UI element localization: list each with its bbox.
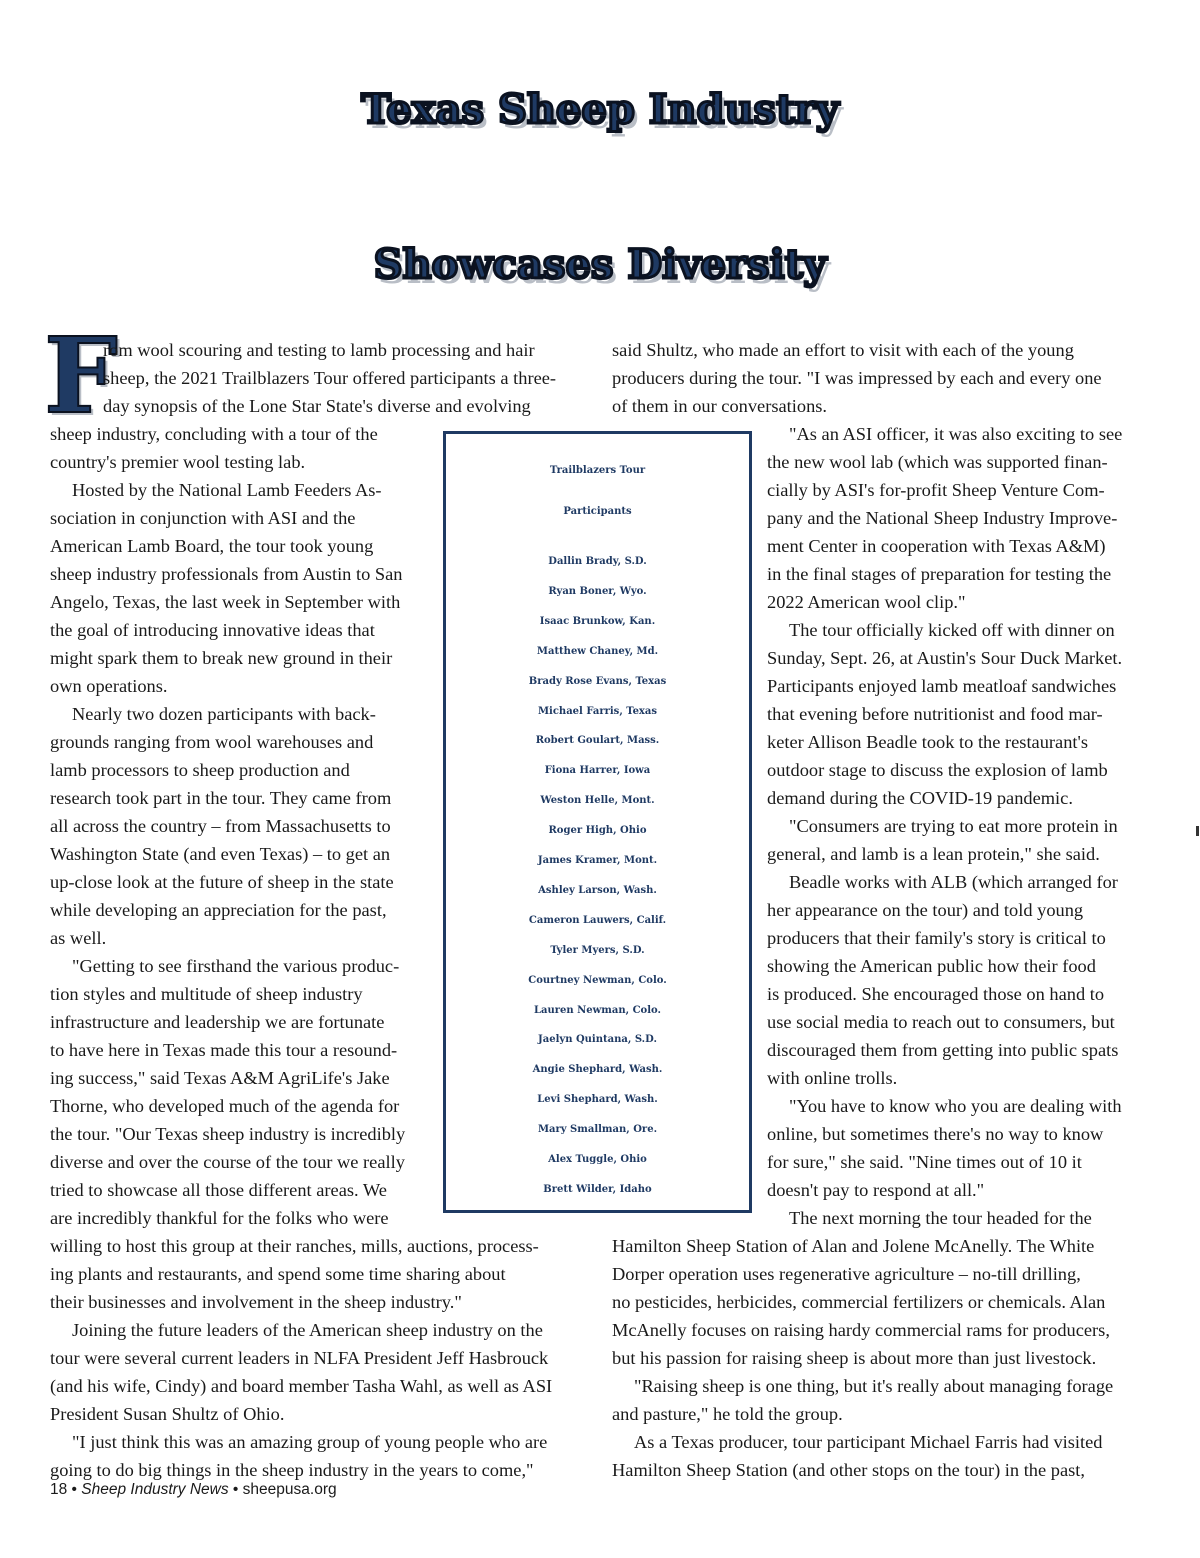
article-line: to have here in Texas made this tour a resound- bbox=[50, 1040, 398, 1060]
participant-item: Fiona Harrer, Iowa bbox=[544, 765, 651, 777]
article-line: "You have to know who you are dealing with bbox=[789, 1096, 1122, 1116]
article-line: McAnelly focuses on raising hardy commercial rams for producers, bbox=[612, 1320, 1110, 1340]
article-line: are incredibly thankful for the folks who were bbox=[50, 1208, 389, 1228]
participant-item: Ashley Larson, Wash. bbox=[538, 884, 657, 896]
article-line: Hosted by the National Lamb Feeders As- bbox=[72, 480, 382, 500]
page-footer: 18 • Sheep Industry News • sheepusa.org bbox=[50, 1481, 337, 1498]
article-line: rom wool scouring and testing to lamb processing and hair bbox=[103, 340, 535, 360]
article-line: demand during the COVID-19 pandemic. bbox=[767, 788, 1073, 808]
participant-item: Jaelyn Quintana, S.D. bbox=[538, 1034, 657, 1046]
article-line: day synopsis of the Lone Star State's diverse and evolving bbox=[103, 396, 531, 416]
article-line: producers that their family's story is critical to bbox=[767, 928, 1106, 948]
article-line: outdoor stage to discuss the explosion of lamb bbox=[767, 760, 1108, 780]
headline-line-2: Showcases Diversity bbox=[373, 241, 827, 288]
article-line: tour were several current leaders in NLFA President Jeff Hasbrouck bbox=[50, 1348, 549, 1368]
publication-name: Sheep Industry News bbox=[81, 1481, 229, 1498]
article-line: and pasture," he told the group. bbox=[612, 1404, 843, 1424]
article-line: Hamilton Sheep Station (and other stops on the tour) in the past, bbox=[612, 1460, 1085, 1480]
article-line: sheep, the 2021 Trailblazers Tour offered participants a three- bbox=[103, 368, 557, 388]
article-line: tried to showcase all those different areas. We bbox=[50, 1180, 387, 1200]
article-line: The next morning the tour headed for the bbox=[789, 1208, 1092, 1228]
article-line: ing success," said Texas A&M AgriLife's Jake bbox=[50, 1068, 390, 1088]
article-line: might spark them to break new ground in their bbox=[50, 648, 393, 668]
article-line: "Raising sheep is one thing, but it's really about managing forage bbox=[634, 1376, 1114, 1396]
article-line: willing to host this group at their ranches, mills, auctions, process- bbox=[50, 1236, 539, 1256]
participant-item: Angie Shephard, Wash. bbox=[532, 1064, 663, 1076]
article-line: sociation in conjunction with ASI and the bbox=[50, 508, 356, 528]
article-line: American Lamb Board, the tour took young bbox=[50, 536, 374, 556]
article-line: that evening before nutritionist and food mar- bbox=[767, 704, 1103, 724]
article-line: research took part in the tour. They came from bbox=[50, 788, 392, 808]
participant-item: James Kramer, Mont. bbox=[537, 855, 658, 866]
article-line: Dorper operation uses regenerative agriculture – no-till drilling, bbox=[612, 1264, 1081, 1284]
sidebar-title-2: Participants bbox=[563, 506, 632, 517]
article-line: as well. bbox=[50, 928, 107, 948]
participant-item: Mary Smallman, Ore. bbox=[537, 1124, 658, 1136]
article-line: infrastructure and leadership we are fortunate bbox=[50, 1012, 385, 1032]
participant-item: Michael Farris, Texas bbox=[537, 705, 658, 717]
drop-cap: F bbox=[44, 314, 118, 437]
article-line: up-close look at the future of sheep in the state bbox=[50, 872, 394, 892]
margin-tick-mark bbox=[1196, 826, 1199, 836]
article-line: "Consumers are trying to eat more protein in bbox=[789, 816, 1118, 836]
participant-item: Cameron Lauwers, Calif. bbox=[528, 914, 667, 926]
participants-sidebar bbox=[443, 431, 752, 1213]
article-line: "Getting to see firsthand the various produc- bbox=[72, 956, 400, 976]
article-line: tion styles and multitude of sheep industry bbox=[50, 984, 363, 1004]
article-line: Joining the future leaders of the American sheep industry on the bbox=[72, 1320, 543, 1340]
article-line: discouraged them from getting into public spats bbox=[767, 1040, 1119, 1060]
page-number: 18 bbox=[50, 1481, 68, 1498]
article-line: As a Texas producer, tour participant Michael Farris had visited bbox=[634, 1432, 1103, 1452]
participant-item: Roger High, Ohio bbox=[548, 825, 647, 837]
article-line: Participants enjoyed lamb meatloaf sandwiches bbox=[767, 676, 1117, 696]
article-line: ing plants and restaurants, and spend some time sharing about bbox=[50, 1264, 506, 1284]
article-line: cially by ASI's for-profit Sheep Venture Com- bbox=[767, 480, 1105, 500]
article-line: is produced. She encouraged those on hand to bbox=[767, 984, 1105, 1004]
article-line: Nearly two dozen participants with back- bbox=[72, 704, 376, 724]
article-line: all across the country – from Massachusetts to bbox=[50, 816, 391, 836]
article-line: keter Allison Beadle took to the restaurant's bbox=[767, 732, 1088, 752]
participant-item: Brady Rose Evans, Texas bbox=[528, 675, 667, 687]
article-line: going to do big things in the sheep industry in the years to come," bbox=[50, 1460, 534, 1480]
article-line: their businesses and involvement in the sheep industry." bbox=[50, 1292, 462, 1312]
article-line: of them in our conversations. bbox=[612, 396, 828, 416]
article-line: with online trolls. bbox=[767, 1068, 898, 1088]
article-line: use social media to reach out to consumers, but bbox=[767, 1012, 1115, 1032]
article-line: diverse and over the course of the tour we really bbox=[50, 1152, 405, 1172]
participant-item: Levi Shephard, Wash. bbox=[537, 1094, 658, 1106]
article-line: lamb processors to sheep production and bbox=[50, 760, 350, 780]
participant-item: Robert Goulart, Mass. bbox=[535, 735, 660, 747]
article-line: grounds ranging from wool warehouses and bbox=[50, 732, 374, 752]
article-line: showing the American public how their food bbox=[767, 956, 1096, 976]
participant-item: Isaac Brunkow, Kan. bbox=[539, 615, 656, 627]
article-line: Hamilton Sheep Station of Alan and Jolene McAnelly. The White bbox=[612, 1236, 1095, 1256]
article-line: doesn't pay to respond at all." bbox=[767, 1180, 985, 1200]
sidebar-title: Trailblazers Tour bbox=[549, 465, 646, 476]
article-line: "I just think this was an amazing group of young people who are bbox=[72, 1432, 548, 1452]
article-line: Thorne, who developed much of the agenda for bbox=[50, 1096, 400, 1116]
article-line: The tour officially kicked off with dinner on bbox=[789, 620, 1115, 640]
article-line: "As an ASI officer, it was also exciting to see bbox=[789, 424, 1123, 444]
article-line: no pesticides, herbicides, commercial fertilizers or chemicals. Alan bbox=[612, 1292, 1106, 1312]
article-line: Beadle works with ALB (which arranged for bbox=[789, 872, 1118, 892]
article-line: own operations. bbox=[50, 676, 168, 696]
participant-item: Alex Tuggle, Ohio bbox=[548, 1154, 647, 1165]
participant-item: Tyler Myers, S.D. bbox=[550, 944, 645, 956]
article-line: Washington State (and even Texas) – to get an bbox=[50, 844, 391, 864]
article-line: general, and lamb is a lean protein," she said. bbox=[767, 844, 1100, 864]
article-line: sheep industry professionals from Austin to San bbox=[50, 564, 403, 584]
website-url: sheepusa.org bbox=[242, 1481, 337, 1498]
article-line: the tour. "Our Texas sheep industry is incredibly bbox=[50, 1124, 406, 1144]
participant-item: Courtney Newman, Colo. bbox=[528, 974, 667, 986]
article-line: 2022 American wool clip." bbox=[767, 592, 966, 612]
article-line: the new wool lab (which was supported finan- bbox=[767, 452, 1108, 472]
article-line: while developing an appreciation for the past, bbox=[50, 900, 387, 920]
participant-item: Matthew Chaney, Md. bbox=[536, 645, 659, 657]
article-line: for sure," she said. "Nine times out of 10 it bbox=[767, 1152, 1082, 1172]
article-line: said Shultz, who made an effort to visit with each of the young bbox=[612, 340, 1074, 360]
article-line: Angelo, Texas, the last week in September with bbox=[50, 592, 401, 612]
article-line: but his passion for raising sheep is about more than just livestock. bbox=[612, 1348, 1097, 1368]
participant-item: Weston Helle, Mont. bbox=[540, 795, 655, 807]
participant-item: Dallin Brady, S.D. bbox=[548, 556, 647, 567]
article-line: the goal of introducing innovative ideas that bbox=[50, 620, 375, 640]
article-line: in the final stages of preparation for testing the bbox=[767, 564, 1112, 584]
participant-item: Ryan Boner, Wyo. bbox=[548, 585, 647, 597]
article-line: Sunday, Sept. 26, at Austin's Sour Duck Market. bbox=[767, 648, 1123, 668]
article-line: her appearance on the tour) and told young bbox=[767, 900, 1084, 920]
article-line: online, but sometimes there's no way to know bbox=[767, 1124, 1104, 1144]
participant-item: Lauren Newman, Colo. bbox=[534, 1004, 661, 1016]
article-line: pany and the National Sheep Industry Improve- bbox=[767, 508, 1118, 528]
article-line: country's premier wool testing lab. bbox=[50, 452, 306, 472]
article-line: sheep industry, concluding with a tour of the bbox=[50, 424, 378, 444]
article-line: (and his wife, Cindy) and board member Tasha Wahl, as well as ASI bbox=[50, 1376, 553, 1396]
article-line: producers during the tour. "I was impressed by each and every one bbox=[612, 368, 1102, 388]
headline-line-1: Texas Sheep Industry bbox=[361, 86, 839, 133]
article-line: President Susan Shultz of Ohio. bbox=[50, 1404, 285, 1424]
article-line: ment Center in cooperation with Texas A&M) bbox=[767, 536, 1106, 556]
participant-item: Brett Wilder, Idaho bbox=[543, 1183, 652, 1195]
